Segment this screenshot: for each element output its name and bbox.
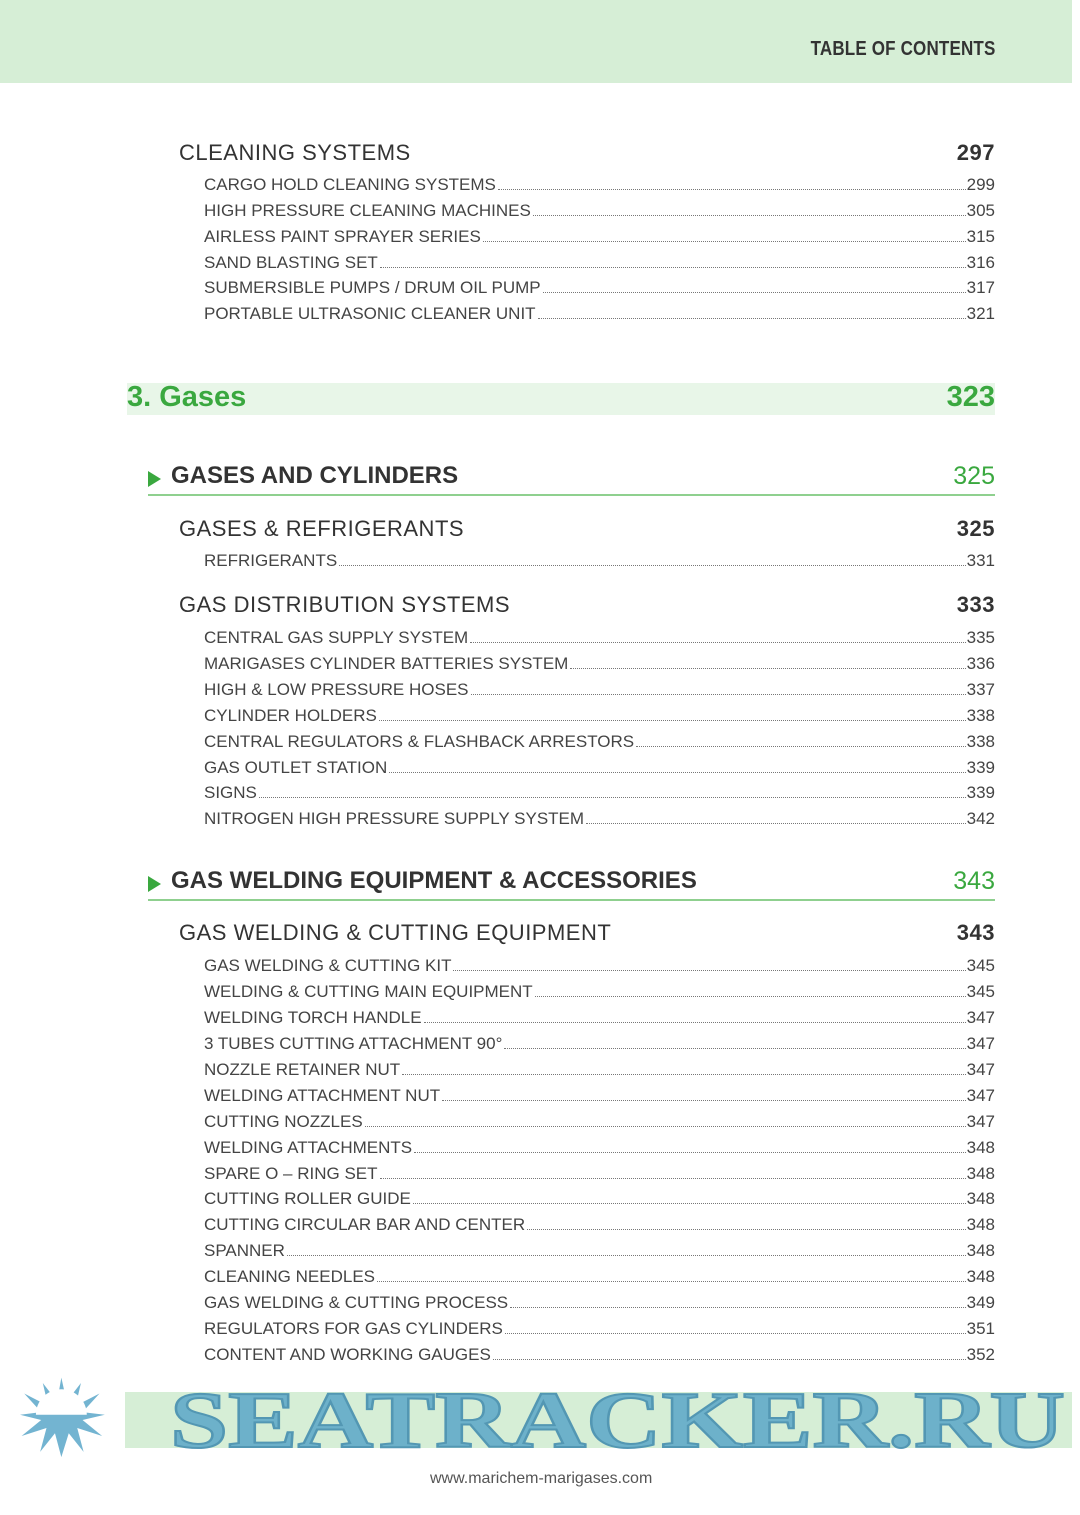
toc-item[interactable]: [0, 175, 1080, 195]
subsection-title: GASES & REFRIGERANTS: [179, 516, 465, 541]
dot-leader: [636, 746, 965, 747]
toc-item-page: 331: [966, 551, 995, 570]
dot-leader: [527, 1229, 965, 1230]
toc-item[interactable]: [0, 1060, 1080, 1080]
toc-item-page: 352: [966, 1345, 995, 1364]
toc-item-page: 338: [966, 732, 995, 751]
toc-item-title: CARGO HOLD CLEANING SYSTEMS: [204, 175, 496, 194]
toc-item-page: 345: [966, 982, 995, 1001]
dot-leader: [493, 1359, 966, 1360]
toc-item[interactable]: [0, 1215, 1080, 1235]
dot-leader: [504, 1048, 965, 1049]
toc-item-page: 338: [966, 706, 995, 725]
toc-category[interactable]: [148, 867, 995, 901]
dot-leader: [471, 694, 966, 695]
toc-item-page: 348: [966, 1138, 995, 1157]
toc-item-page: 345: [966, 956, 995, 975]
dot-leader: [259, 797, 966, 798]
dot-leader: [379, 720, 966, 721]
sun-icon: [20, 1378, 105, 1458]
toc-item[interactable]: [0, 304, 1080, 324]
watermark-text: SEATRACKER.RU: [170, 1377, 1065, 1460]
toc-item-page: 347: [966, 1060, 995, 1079]
toc-item-title: PORTABLE ULTRASONIC CLEANER UNIT: [204, 304, 536, 323]
toc-item[interactable]: [0, 1034, 1080, 1054]
toc-item-page: 321: [966, 304, 995, 323]
page-header-title: TABLE OF CONTENTS: [810, 38, 995, 60]
dot-leader: [586, 823, 966, 824]
toc-item-title: AIRLESS PAINT SPRAYER SERIES: [204, 227, 481, 246]
toc-item[interactable]: [0, 680, 1080, 700]
footer-url[interactable]: www.marichem-marigases.com: [430, 1470, 653, 1487]
toc-item-title: CUTTING NOZZLES: [204, 1112, 363, 1131]
chapter-heading[interactable]: [127, 383, 995, 415]
subsection-page: 297: [956, 140, 995, 165]
toc-item-title: SIGNS: [204, 783, 257, 802]
toc-item-page: 336: [966, 654, 995, 673]
toc-item-title: CYLINDER HOLDERS: [204, 706, 377, 725]
dot-leader: [377, 1281, 966, 1282]
toc-item[interactable]: [0, 809, 1080, 829]
toc-item[interactable]: [0, 1008, 1080, 1028]
toc-item[interactable]: [0, 1164, 1080, 1184]
toc-item[interactable]: [0, 654, 1080, 674]
subsection-page: 343: [956, 920, 995, 945]
toc-item-title: SUBMERSIBLE PUMPS / DRUM OIL PUMP: [204, 278, 541, 297]
toc-item[interactable]: [0, 1189, 1080, 1209]
dot-leader: [442, 1100, 966, 1101]
toc-item[interactable]: [0, 706, 1080, 726]
toc-item-page: 339: [966, 783, 995, 802]
toc-item-title: CENTRAL REGULATORS & FLASHBACK ARRESTORS: [204, 732, 635, 751]
dot-leader: [414, 1152, 966, 1153]
toc-item-page: 347: [966, 1008, 995, 1027]
subsection-page: 333: [956, 592, 995, 617]
dot-leader: [538, 318, 966, 319]
toc-item-title: WELDING & CUTTING MAIN EQUIPMENT: [204, 982, 533, 1001]
toc-item-page: 316: [966, 253, 995, 272]
triangle-right-icon: [148, 876, 161, 892]
toc-item-title: HIGH & LOW PRESSURE HOSES: [204, 680, 469, 699]
category-title: GAS WELDING EQUIPMENT & ACCESSORIES: [171, 867, 697, 894]
toc-item-page: 335: [966, 628, 995, 647]
toc-item[interactable]: [0, 1112, 1080, 1132]
toc-item-page: 349: [966, 1293, 995, 1312]
category-page: 343: [953, 867, 995, 895]
toc-item[interactable]: [0, 1086, 1080, 1106]
toc-item-page: 305: [966, 201, 995, 220]
toc-item-title: WELDING ATTACHMENTS: [204, 1138, 413, 1157]
toc-item-title: SPARE O – RING SET: [204, 1164, 378, 1183]
dot-leader: [389, 772, 965, 773]
toc-item[interactable]: [0, 253, 1080, 273]
subsection-title: CLEANING SYSTEMS: [179, 140, 411, 165]
dot-leader: [453, 970, 965, 971]
triangle-right-icon: [148, 471, 161, 487]
toc-item-page: 342: [966, 809, 995, 828]
toc-item-title: SAND BLASTING SET: [204, 253, 378, 272]
subsection-page: 325: [956, 516, 995, 541]
subsection-title: GAS WELDING & CUTTING EQUIPMENT: [179, 920, 612, 945]
toc-item-page: 315: [966, 227, 995, 246]
dot-leader: [365, 1126, 966, 1127]
toc-item[interactable]: [0, 278, 1080, 298]
toc-item-page: 337: [966, 680, 995, 699]
toc-item-title: REGULATORS FOR GAS CYLINDERS: [204, 1319, 503, 1338]
toc-item[interactable]: [0, 956, 1080, 976]
toc-item-title: MARIGASES CYLINDER BATTERIES SYSTEM: [204, 654, 569, 673]
dot-leader: [510, 1307, 965, 1308]
toc-item-page: 339: [966, 758, 995, 777]
toc-item-page: 347: [966, 1112, 995, 1131]
dot-leader: [533, 215, 966, 216]
toc-item-title: GAS OUTLET STATION: [204, 758, 388, 777]
toc-item-page: 348: [966, 1189, 995, 1208]
dot-leader: [413, 1203, 966, 1204]
dot-leader: [339, 565, 965, 566]
toc-item-title: NITROGEN HIGH PRESSURE SUPPLY SYSTEM: [204, 809, 585, 828]
dot-leader: [535, 996, 966, 997]
dot-leader: [570, 668, 965, 669]
toc-item[interactable]: [0, 1267, 1080, 1287]
toc-item-title: WELDING ATTACHMENT NUT: [204, 1086, 441, 1105]
toc-item-title: CENTRAL GAS SUPPLY SYSTEM: [204, 628, 469, 647]
toc-item[interactable]: [0, 1138, 1080, 1158]
toc-item-page: 299: [966, 175, 995, 194]
dot-leader: [470, 642, 965, 643]
toc-item-title: WELDING TORCH HANDLE: [204, 1008, 422, 1027]
dot-leader: [543, 292, 966, 293]
toc-item-title: GAS WELDING & CUTTING KIT: [204, 956, 452, 975]
toc-item-title: CUTTING CIRCULAR BAR AND CENTER: [204, 1215, 526, 1234]
toc-item-title: SPANNER: [204, 1241, 285, 1260]
dot-leader: [402, 1074, 965, 1075]
toc-item-page: 351: [966, 1319, 995, 1338]
toc-item-page: 347: [966, 1086, 995, 1105]
toc-item[interactable]: [0, 628, 1080, 648]
toc-item-page: 348: [966, 1215, 995, 1234]
toc-item-title: NOZZLE RETAINER NUT: [204, 1060, 401, 1079]
toc-item[interactable]: [0, 982, 1080, 1002]
toc-item-page: 348: [966, 1267, 995, 1286]
subsection-title: GAS DISTRIBUTION SYSTEMS: [179, 592, 511, 617]
toc-item[interactable]: [0, 551, 1080, 571]
chapter-title: 3. Gases: [127, 381, 247, 413]
chapter-page: 323: [946, 381, 995, 413]
dot-leader: [380, 1178, 966, 1179]
toc-item-title: REFRIGERANTS: [204, 551, 338, 570]
dot-leader: [380, 267, 966, 268]
toc-item[interactable]: [0, 227, 1080, 247]
toc-item[interactable]: [0, 732, 1080, 752]
toc-item[interactable]: [0, 1293, 1080, 1313]
dot-leader: [498, 189, 966, 190]
toc-item-title: 3 TUBES CUTTING ATTACHMENT 90°: [204, 1034, 503, 1053]
toc-item[interactable]: [0, 201, 1080, 221]
dot-leader: [287, 1255, 966, 1256]
toc-item[interactable]: [0, 1241, 1080, 1261]
category-page: 325: [953, 462, 995, 490]
toc-item-page: 348: [966, 1164, 995, 1183]
dot-leader: [505, 1333, 966, 1334]
toc-item-title: CLEANING NEEDLES: [204, 1267, 375, 1286]
toc-item-page: 317: [966, 278, 995, 297]
dot-leader: [483, 241, 966, 242]
toc-item[interactable]: [0, 1345, 1080, 1365]
dot-leader: [424, 1022, 966, 1023]
toc-item[interactable]: [0, 758, 1080, 778]
toc-category[interactable]: [148, 462, 995, 496]
toc-item-title: GAS WELDING & CUTTING PROCESS: [204, 1293, 509, 1312]
category-title: GASES AND CYLINDERS: [171, 462, 459, 489]
toc-item[interactable]: [0, 1319, 1080, 1339]
toc-item-page: 347: [966, 1034, 995, 1053]
toc-item-page: 348: [966, 1241, 995, 1260]
toc-item[interactable]: [0, 783, 1080, 803]
toc-item-title: HIGH PRESSURE CLEANING MACHINES: [204, 201, 531, 220]
toc-item-title: CUTTING ROLLER GUIDE: [204, 1189, 411, 1208]
watermark-logo: [0, 1375, 1080, 1460]
toc-item-title: CONTENT AND WORKING GAUGES: [204, 1345, 491, 1364]
